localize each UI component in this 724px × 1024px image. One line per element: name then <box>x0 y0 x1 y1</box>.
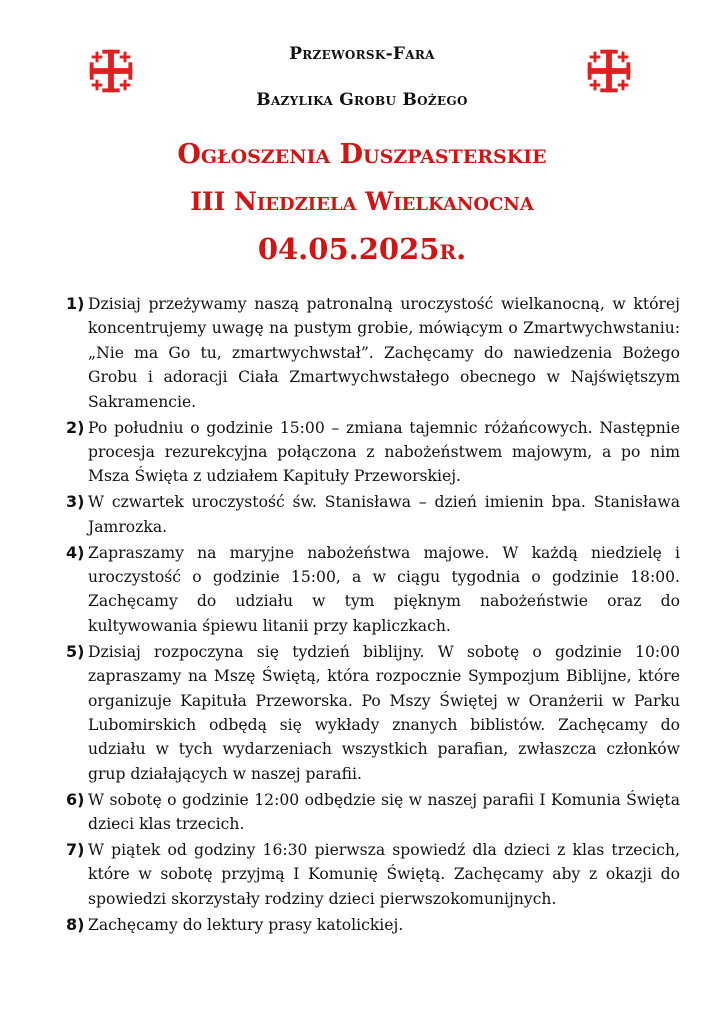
announcement-text: W sobotę o godzinie 12:00 odbędzie się w naszej parafii I Komunia Święta dzieci klas trzecich. <box>88 790 680 834</box>
announcement-item <box>66 541 680 639</box>
announcement-number: 2) <box>66 417 85 437</box>
announcement-number: 1) <box>66 294 85 313</box>
announcement-text: W czwartek uroczystość św. Stanisława – dzień imienin bpa. Stanisława Jamrozka. <box>88 493 680 536</box>
announcement-number: 4) <box>66 542 85 562</box>
document-subtitle: III Niedziela Wielkanocna <box>190 187 534 216</box>
announcement-item <box>66 788 680 837</box>
announcement-text: Po południu o godzinie 15:00 – zmiana tajemnic różańcowych. Następnie procesja rezurekcyjna połączona z nabożeństwem majowym, a po nim Msza Święta z udziałem Kapituły Przeworskiej. <box>88 418 680 486</box>
parish-name: Przeworsk-Fara <box>289 44 435 64</box>
announcement-number: 3) <box>66 492 85 512</box>
announcement-text: Zapraszamy na maryjne nabożeństwa majowe. W każdą niedzielę i uroczystość o godzinie 15:00, a w ciągu tygodnia o godzinie 18:00. Zachęcamy do udziału w tym pięknym nabożeństwie oraz do kultywowania śpiewu litanii przy kapliczkach. <box>88 543 680 635</box>
announcement-number: 5) <box>66 641 85 661</box>
announcement-text: W piątek od godziny 16:30 pierwsza spowiedź dla dzieci z klas trzecich, które w sobotę przyjmą I Komunię Świętą. Zachęcamy aby z okazji do spowiedzi skorzystały rodziny dzieci pierwszokomunijnych. <box>88 840 680 908</box>
announcement-number: 8) <box>66 914 85 934</box>
announcement-text: Zachęcamy do lektury prasy katolickiej. <box>88 915 404 934</box>
basilica-name: Bazylika Grobu Bożego <box>256 90 468 110</box>
announcement-text: Dzisiaj przeżywamy naszą patronalną uroczystość wielkanocną, w której koncentrujemy uwagę na pustym grobie, mówiącym o Zmartwychwstaniu: „Nie ma Go tu, zmartwychwstał”. Zachęcamy do nawiedzenia Bożego Grobu i adoracji Ciała Zmartwychwstałego obecnego w Najświętszym Sakramencie. <box>88 295 680 411</box>
announcement-number: 6) <box>66 789 85 809</box>
announcements-list <box>66 292 680 939</box>
announcement-item <box>66 490 680 539</box>
document-date: 04.05.2025r. <box>257 232 467 266</box>
announcement-item <box>66 640 680 786</box>
announcement-item <box>66 838 680 911</box>
announcement-item <box>66 416 680 489</box>
announcement-number: 7) <box>66 839 85 859</box>
announcement-item <box>66 292 680 414</box>
announcement-item <box>66 913 680 937</box>
document-title: Ogłoszenia Duszpasterskie <box>177 139 547 170</box>
announcement-text: Dzisiaj rozpoczyna się tydzień biblijny. W sobotę o godzinie 10:00 zapraszamy na Mszę Świętą, która rozpocznie Sympozjum Biblijne, które organizuje Kapituła Przeworska. Po Mszy Świętej w Oranżerii w Parku Lubomirskich odbędą się wykłady znanych biblistów. Zachęcamy do udziału w tych wydarzeniach wszystkich parafian, zwłaszcza członków grup działających w naszej parafii. <box>88 642 680 783</box>
